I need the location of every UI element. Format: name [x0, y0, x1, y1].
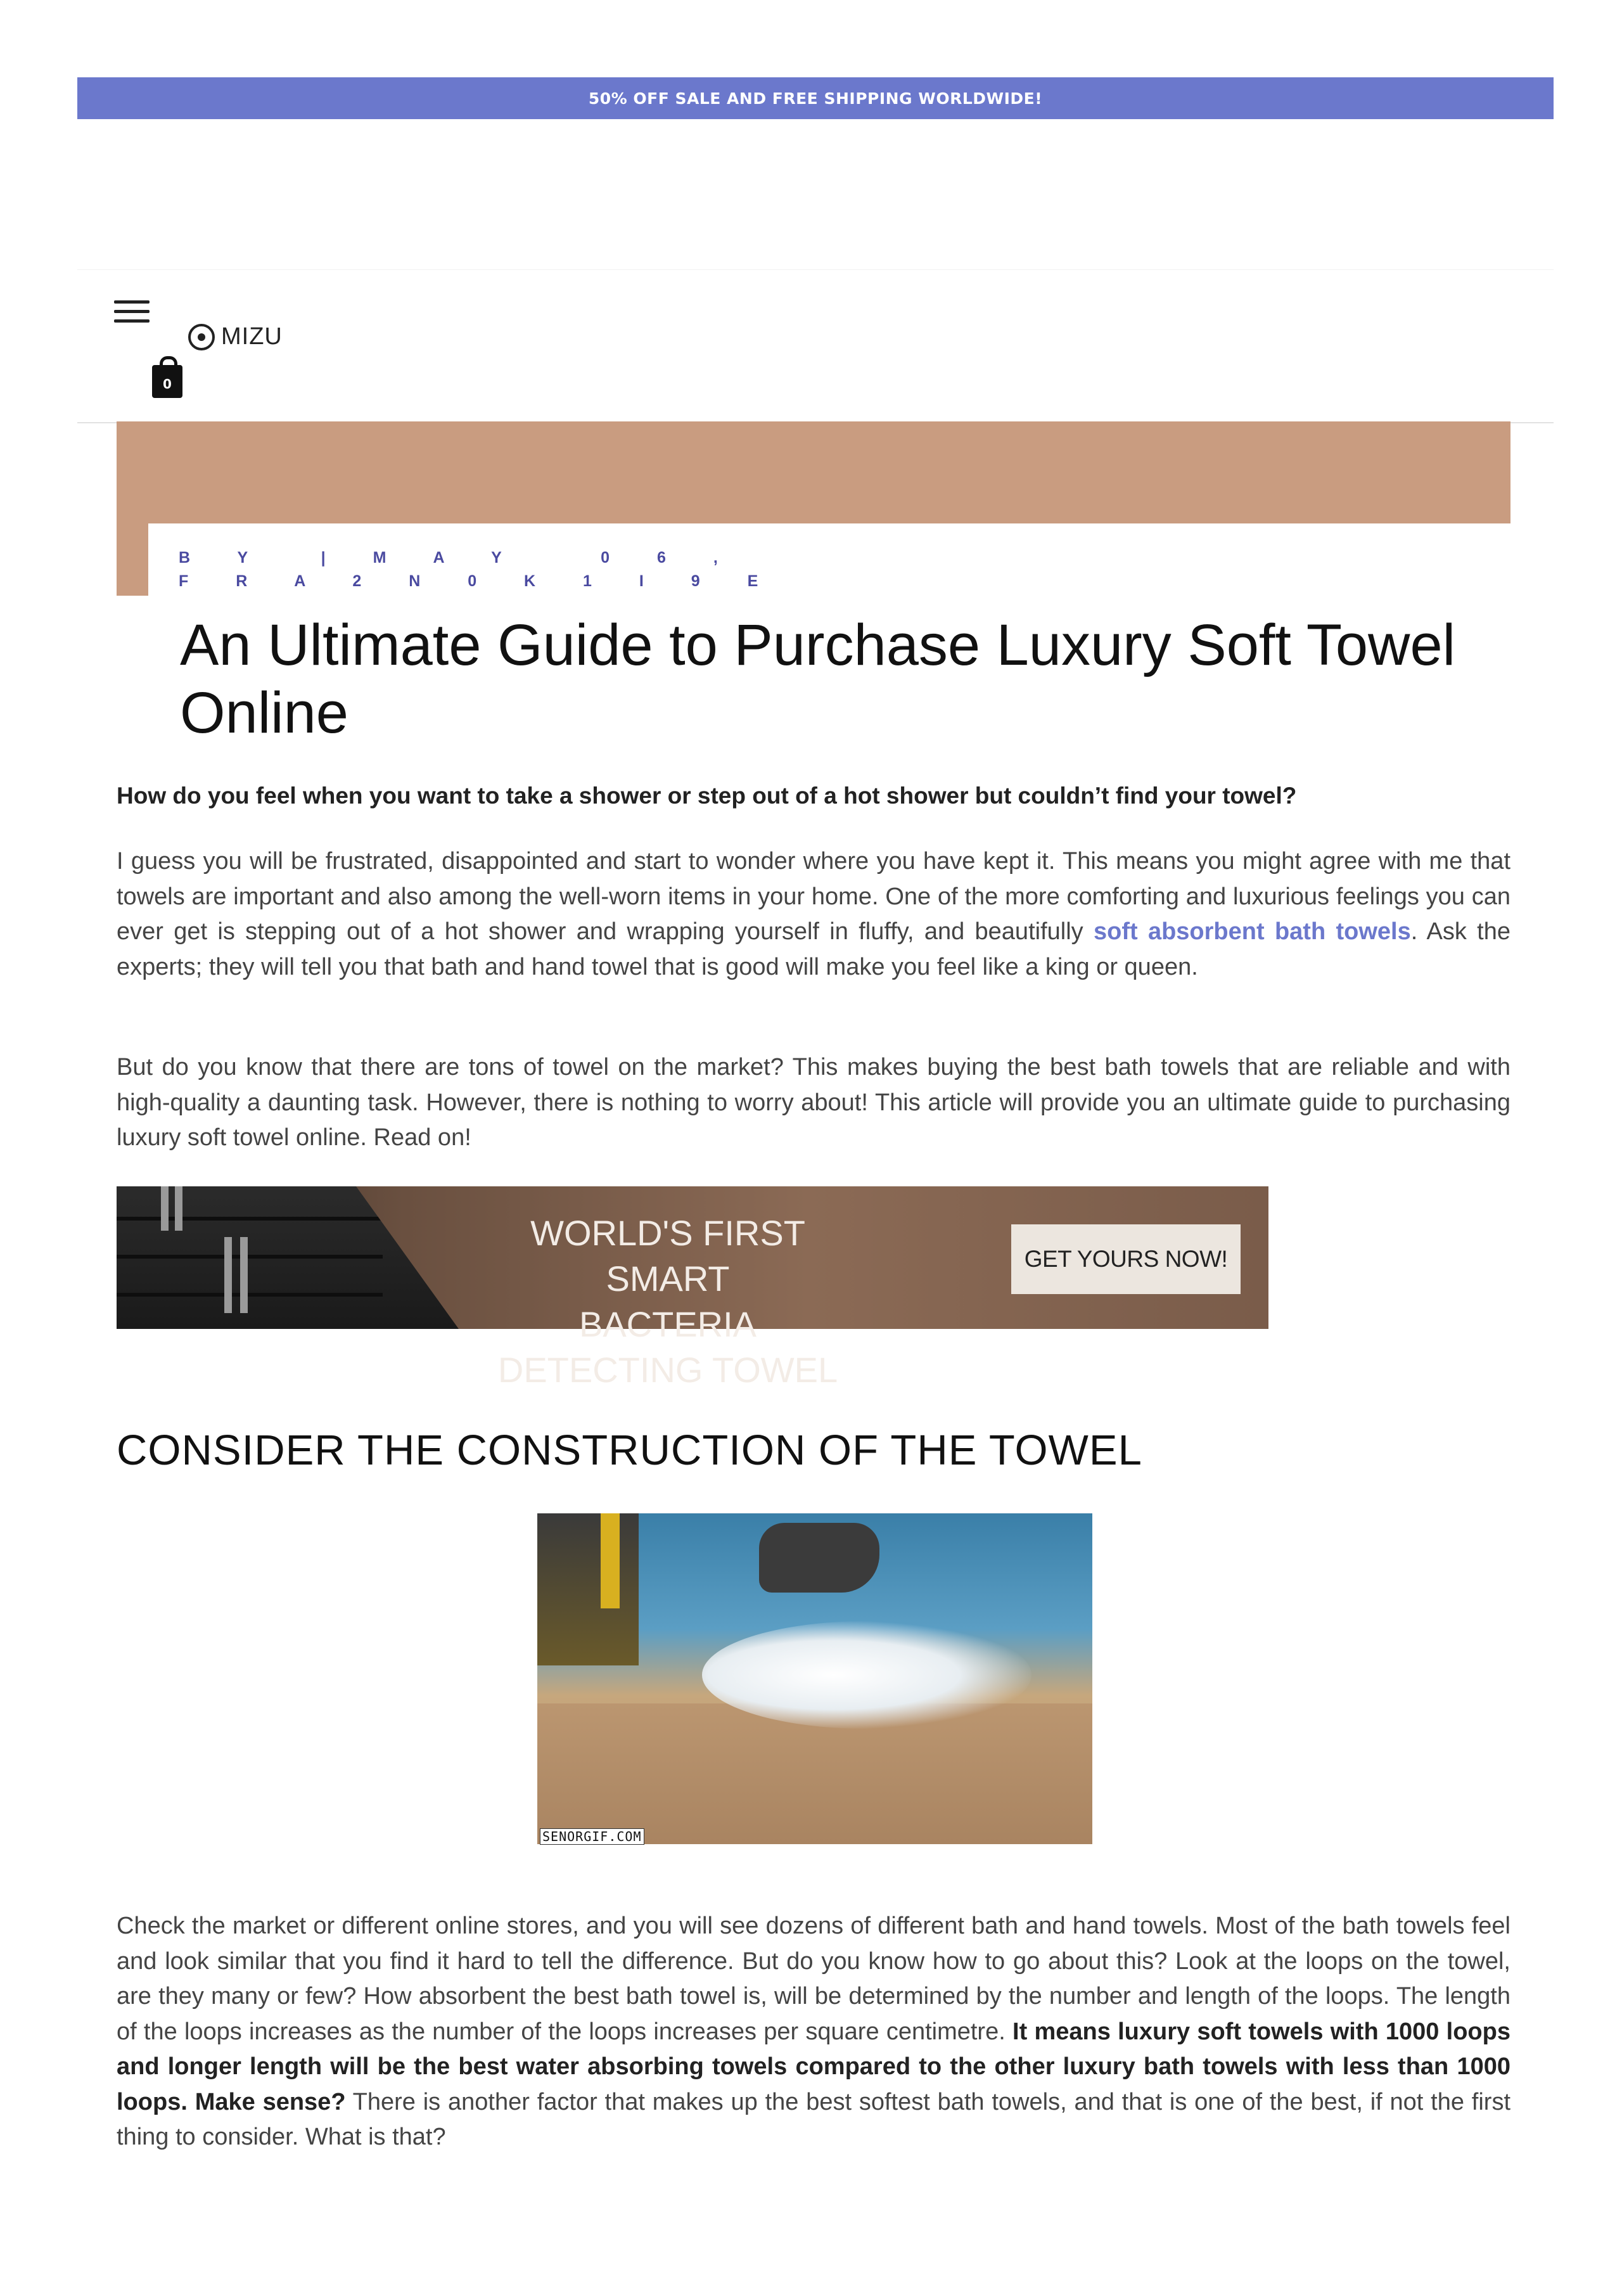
- banner-line-2: BACTERIA DETECTING TOWEL: [497, 1304, 838, 1390]
- site-header: [77, 269, 1554, 423]
- paragraph-1-text-b: . Ask the experts; they will tell you that bath and hand towel that is good will make you feel like a king or queen.: [117, 918, 1511, 980]
- paragraph-1-text-a: I guess you will be frustrated, disappointed and start to wonder where you have kept it. This means you might agree with me that towels are important and also among the well-worn items in your home. One of the more comforting and luxurious feelings you can ever get is stepping out of a hot shower and wrapping yourself in fluffy, and beautifully: [117, 848, 1510, 945]
- post-meta-line-2: F R A 2 N 0 K 1 I 9 E: [179, 572, 780, 590]
- banner-line-1: WORLD'S FIRST SMART: [530, 1213, 805, 1299]
- hamburger-menu-icon[interactable]: [114, 300, 150, 327]
- article-paragraph-2: But do you know that there are tons of towel on the market? This makes buying the best bath towels that are reliable and with high-quality a daunting task. However, there is nothing to worry about! This article will provide you an ultimate guide to purchasing luxury soft towel online. Read on!: [117, 1054, 1510, 1151]
- post-meta-line-1: B Y | M A Y 0 6 ,: [179, 549, 739, 567]
- announcement-bar: [77, 77, 1554, 119]
- banner-headline: [484, 1210, 852, 1393]
- towel-stack-image: [117, 1186, 459, 1329]
- article-paragraph-3: [117, 1909, 1510, 2155]
- article-lead: How do you feel when you want to take a shower or step out of a hot shower but couldn’t find your towel?: [117, 783, 1297, 809]
- paragraph-3-strong: It means luxury soft towels with 1000 loops and longer length will be the best water absorbing towels compared to the other luxury bath towels with less than 1000 loops. Make sense?: [117, 2018, 1510, 2115]
- section-heading: CONSIDER THE CONSTRUCTION OF THE TOWEL: [117, 1427, 1142, 1474]
- paragraph-3-text-a: Check the market or different online stores, and you will see dozens of different bath and hand towels. Most of the bath towels feel and look similar that you find it hard to tell the difference. But do you know how to go about this? Look at the loops on the towel, are they many or few? How absorbent the best bath towel is, will be determined by the number and length of the loops. The length of the loops increases as the number of the loops increases per square centimetre.: [117, 1913, 1510, 2045]
- promo-banner[interactable]: [117, 1186, 1268, 1390]
- cart-count: 0: [163, 376, 172, 392]
- cart-button[interactable]: [152, 365, 182, 398]
- post-meta-card: [148, 523, 1510, 596]
- announcement-text: 50% OFF SALE AND FREE SHIPPING WORLDWIDE!: [588, 89, 1043, 108]
- article-title: An Ultimate Guide to Purchase Luxury Soft Towel Online: [180, 613, 1456, 745]
- beach-towel-gif: [537, 1513, 1092, 1844]
- logo-drop-icon: [188, 324, 215, 350]
- paragraph-3-text-b: There is another factor that makes up the best softest bath towels, and that is one of the best, if not the first thing to consider. What is that?: [117, 2088, 1510, 2150]
- soft-absorbent-towels-link[interactable]: soft absorbent bath towels: [1093, 918, 1411, 945]
- logo-text: MIZU: [221, 323, 283, 350]
- site-logo[interactable]: [188, 323, 283, 350]
- gif-watermark: SENORGIF.COM: [540, 1828, 644, 1845]
- get-yours-now-button[interactable]: GET YOURS NOW!: [1011, 1224, 1241, 1294]
- article-paragraph-1: [117, 844, 1510, 985]
